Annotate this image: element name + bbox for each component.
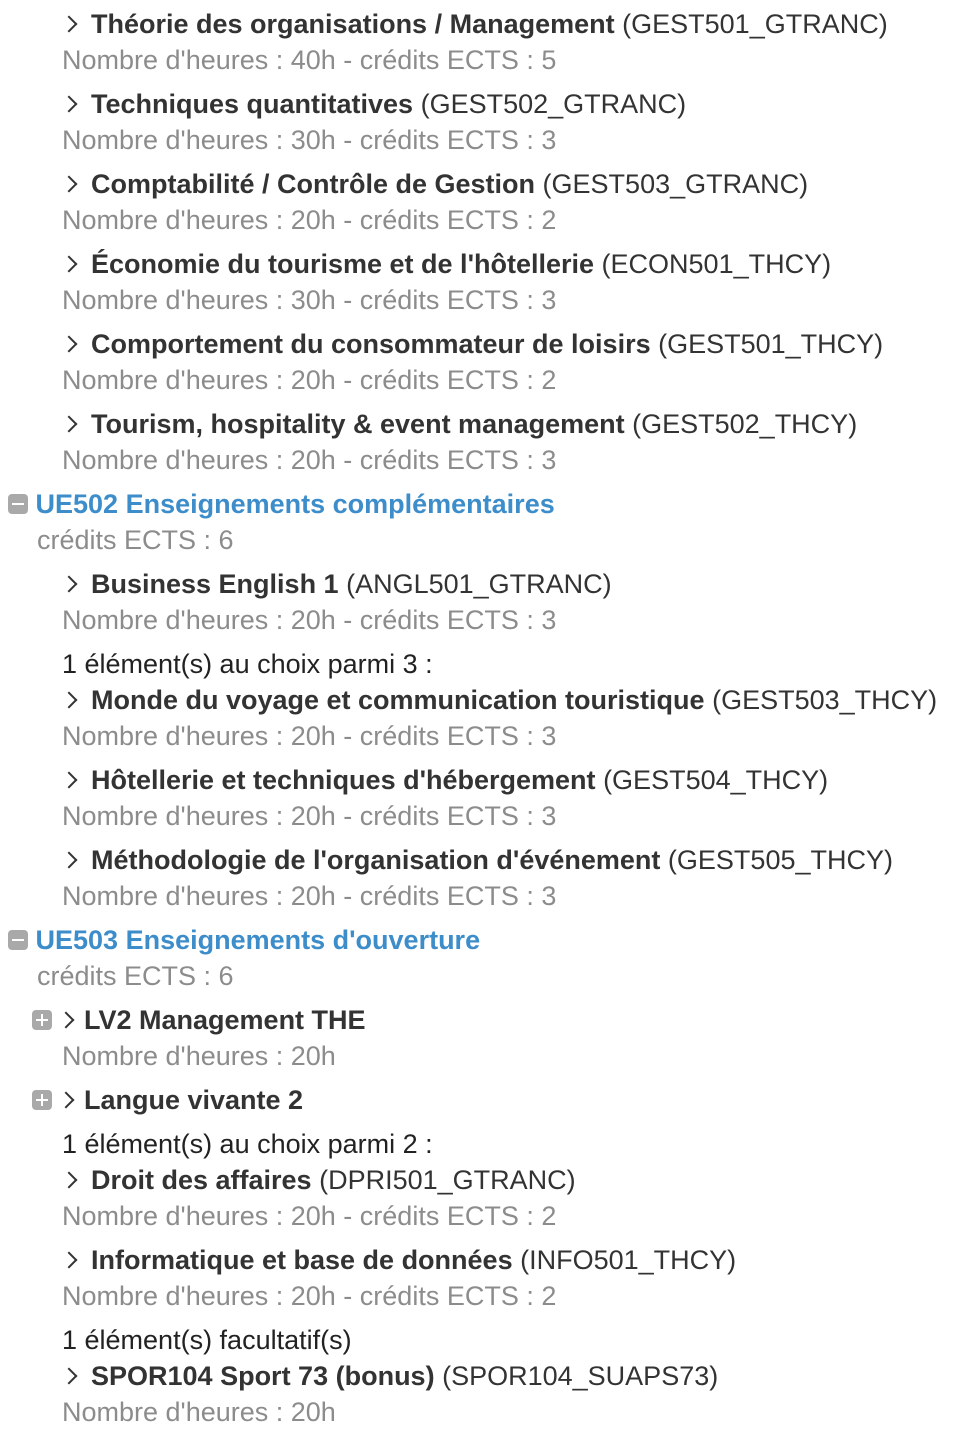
- course-meta: Nombre d'heures : 20h - crédits ECTS : 3: [62, 881, 557, 911]
- course-code: (GEST503_THCY): [712, 685, 938, 715]
- course-code: (GEST502_THCY): [632, 409, 858, 439]
- chevron-right-icon: [61, 576, 78, 593]
- course-name[interactable]: Hôtellerie et techniques d'hébergement: [91, 765, 596, 795]
- course-name[interactable]: Monde du voyage et communication touristique: [91, 685, 705, 715]
- chevron-right-icon: [61, 772, 78, 789]
- choice-note: 1 élément(s) au choix parmi 3 :: [62, 649, 433, 679]
- chevron-right-icon: [61, 692, 78, 709]
- course-item[interactable]: [63, 326, 883, 362]
- group-name[interactable]: LV2 Management THE: [84, 1005, 366, 1035]
- ue-header[interactable]: [8, 922, 480, 958]
- chevron-right-icon: [61, 1368, 78, 1385]
- ue-title[interactable]: UE503 Enseignements d'ouverture: [35, 925, 481, 955]
- course-item[interactable]: [63, 246, 831, 282]
- chevron-right-icon: [61, 336, 78, 353]
- course-code: (INFO501_THCY): [520, 1245, 737, 1275]
- course-name[interactable]: Théorie des organisations / Management: [91, 9, 615, 39]
- plus-square-icon[interactable]: [32, 1010, 52, 1030]
- chevron-right-icon: [58, 1012, 75, 1029]
- course-code: (GEST505_THCY): [667, 845, 893, 875]
- course-name[interactable]: Business English 1: [91, 569, 339, 599]
- ue-credits: crédits ECTS : 6: [37, 525, 234, 555]
- course-code: (GEST501_GTRANC): [622, 9, 888, 39]
- course-item[interactable]: [63, 682, 937, 718]
- course-meta: Nombre d'heures : 20h - crédits ECTS : 2: [62, 365, 557, 395]
- course-name[interactable]: Comptabilité / Contrôle de Gestion: [91, 169, 536, 199]
- course-meta: Nombre d'heures : 30h - crédits ECTS : 3: [62, 125, 557, 155]
- course-name[interactable]: Informatique et base de données: [91, 1245, 513, 1275]
- course-name[interactable]: Techniques quantitatives: [91, 89, 414, 119]
- course-name[interactable]: Comportement du consommateur de loisirs: [91, 329, 651, 359]
- course-item[interactable]: [63, 842, 893, 878]
- course-code: (GEST503_GTRANC): [542, 169, 809, 199]
- chevron-right-icon: [61, 256, 78, 273]
- course-meta: Nombre d'heures : 20h - crédits ECTS : 2: [62, 205, 557, 235]
- course-meta: Nombre d'heures : 20h - crédits ECTS : 3: [62, 801, 557, 831]
- ue-header[interactable]: [8, 486, 555, 522]
- course-item[interactable]: [63, 166, 808, 202]
- course-meta: Nombre d'heures : 40h - crédits ECTS : 5: [62, 45, 557, 75]
- course-meta: Nombre d'heures : 20h - crédits ECTS : 2: [62, 1201, 557, 1231]
- course-code: (ANGL501_GTRANC): [346, 569, 612, 599]
- chevron-right-icon: [61, 16, 78, 33]
- course-code: (ECON501_THCY): [601, 249, 832, 279]
- chevron-right-icon: [58, 1092, 75, 1109]
- course-code: (GEST501_THCY): [658, 329, 884, 359]
- course-code: (SPOR104_SUAPS73): [442, 1361, 719, 1391]
- course-meta: Nombre d'heures : 20h - crédits ECTS : 3: [62, 605, 557, 635]
- course-item[interactable]: [63, 6, 888, 42]
- course-meta: Nombre d'heures : 30h - crédits ECTS : 3: [62, 285, 557, 315]
- course-code: (GEST504_THCY): [603, 765, 829, 795]
- course-code: (GEST502_GTRANC): [420, 89, 687, 119]
- chevron-right-icon: [61, 176, 78, 193]
- course-item[interactable]: [63, 1242, 736, 1278]
- minus-square-icon[interactable]: [8, 930, 28, 950]
- course-meta: Nombre d'heures : 20h - crédits ECTS : 3: [62, 721, 557, 751]
- course-code: (DPRI501_GTRANC): [319, 1165, 576, 1195]
- group-item[interactable]: [32, 1002, 366, 1038]
- course-item[interactable]: [63, 1358, 718, 1394]
- group-name[interactable]: Langue vivante 2: [84, 1085, 304, 1115]
- course-name[interactable]: Tourism, hospitality & event management: [91, 409, 625, 439]
- group-meta: Nombre d'heures : 20h: [62, 1041, 336, 1071]
- course-meta: Nombre d'heures : 20h - crédits ECTS : 2: [62, 1281, 557, 1311]
- choice-note: 1 élément(s) au choix parmi 2 :: [62, 1129, 433, 1159]
- optional-note: 1 élément(s) facultatif(s): [62, 1325, 352, 1355]
- course-meta: Nombre d'heures : 20h: [62, 1397, 336, 1427]
- course-name[interactable]: SPOR104 Sport 73 (bonus): [91, 1361, 435, 1391]
- course-name[interactable]: Méthodologie de l'organisation d'événement: [91, 845, 661, 875]
- course-name[interactable]: Droit des affaires: [91, 1165, 312, 1195]
- chevron-right-icon: [61, 1252, 78, 1269]
- plus-square-icon[interactable]: [32, 1090, 52, 1110]
- minus-square-icon[interactable]: [8, 494, 28, 514]
- chevron-right-icon: [61, 852, 78, 869]
- course-name[interactable]: Économie du tourisme et de l'hôtellerie: [91, 249, 595, 279]
- course-item[interactable]: [63, 1162, 576, 1198]
- chevron-right-icon: [61, 1172, 78, 1189]
- course-item[interactable]: [63, 406, 857, 442]
- course-item[interactable]: [63, 86, 686, 122]
- ue-credits: crédits ECTS : 6: [37, 961, 234, 991]
- course-meta: Nombre d'heures : 20h - crédits ECTS : 3: [62, 445, 557, 475]
- course-item[interactable]: [63, 762, 828, 798]
- group-item[interactable]: [32, 1082, 303, 1118]
- chevron-right-icon: [61, 416, 78, 433]
- chevron-right-icon: [61, 96, 78, 113]
- ue-title[interactable]: UE502 Enseignements complémentaires: [35, 489, 555, 519]
- course-item[interactable]: [63, 566, 612, 602]
